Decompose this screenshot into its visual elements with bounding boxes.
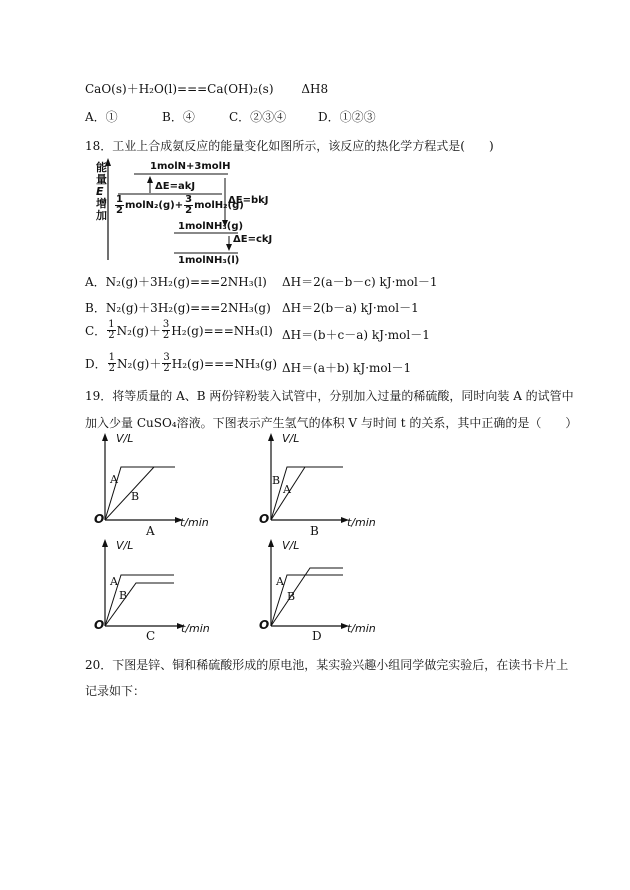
graph-a-xlabel: t/min	[180, 516, 209, 529]
graph-b-ylabel: V/L	[282, 432, 300, 445]
question-18-stem: 18．工业上合成氨反应的能量变化如图所示，该反应的热化学方程式是( )	[85, 139, 494, 153]
graph-a-curve2-label: B	[131, 490, 140, 503]
axis-char-3: E	[96, 185, 104, 198]
liquid-level-label: 1molNH₃(l)	[178, 255, 240, 266]
axis-char-1: 能	[96, 161, 107, 174]
reactant-n2: molN₂(g)+	[124, 200, 184, 211]
question-19-line2: 加入少量 CuSO₄溶液。下图表示产生氢气的体积 V 与时间 t 的关系，其中正确的是（ ）	[85, 416, 578, 430]
graph-a-ylabel: V/L	[116, 432, 134, 445]
graph-c-caption: C	[146, 629, 156, 643]
graph-a-curve1-label: A	[110, 473, 118, 486]
question-20-line2: 记录如下：	[85, 684, 146, 698]
q18-option-d: D． $\frac{1}{2}$ N₂(g)＋ $\frac{3}{2}$ H₂(g)===NH₃(g)	[85, 352, 278, 374]
q18-option-c: C． $\frac{1}{2}$ N₂(g)＋ $\frac{3}{2}$ H₂(g)===NH₃(l)	[85, 319, 273, 341]
q18-option-a: A．N₂(g)＋3H₂(g)===2NH₃(l)	[85, 275, 267, 289]
q18-option-a-dh: ΔH＝2(a－b－c) kJ·mol－1	[282, 275, 438, 289]
q18-option-b: B．N₂(g)＋3H₂(g)===2NH₃(g)	[85, 301, 271, 315]
option-c: C．②③④	[229, 110, 287, 124]
graph-d-curve2-label: B	[287, 590, 296, 603]
q18-option-d-dh: ΔH＝(a＋b) kJ·mol－1	[282, 361, 412, 375]
graph-d-xlabel: t/min	[347, 622, 376, 635]
graph-b-curve1-label: B	[272, 474, 281, 487]
delta-e-c-label: ΔE=ckJ	[233, 234, 273, 245]
option-a: A．①	[85, 110, 118, 124]
delta-e-a-label: ΔE=akJ	[155, 181, 196, 192]
gas-level-label: 1molNH₃(g)	[178, 221, 244, 232]
graph-c-curve1-label: A	[110, 575, 118, 588]
graph-b-xlabel: t/min	[347, 516, 376, 529]
graph-d-caption: D	[312, 629, 322, 643]
graph-b-caption: B	[310, 524, 319, 538]
graph-a-caption: A	[146, 524, 155, 538]
axis-char-2: 量	[96, 173, 107, 186]
graph-c-xlabel: t/min	[181, 622, 210, 635]
option-b: B．④	[162, 110, 195, 124]
top-level-label: 1molN+3molH	[150, 161, 231, 172]
axis-char-5: 加	[96, 209, 107, 222]
reactant-h2: molH₂(g)	[194, 200, 244, 211]
q18-option-b-dh: ΔH＝2(b－a) kJ·mol－1	[282, 301, 419, 315]
axis-char-4: 增	[96, 197, 107, 210]
graph-c-ylabel: V/L	[116, 539, 134, 552]
q18-option-c-dh: ΔH＝(b＋c－a) kJ·mol－1	[282, 328, 430, 342]
graph-d-ylabel: V/L	[282, 539, 300, 552]
graph-a-origin: O	[94, 512, 105, 526]
graph-c-curve2-label: B	[119, 589, 128, 602]
fraction-three-half: $\frac{3}{2}$	[185, 194, 193, 216]
equation-dh: ΔH8	[301, 82, 329, 96]
graph-c-origin: O	[94, 618, 105, 632]
delta-e-b-label: ΔE=bkJ	[228, 195, 269, 206]
fraction-half: $\frac{1}{2}$	[116, 194, 123, 216]
graph-b-curve2-label: A	[283, 483, 291, 496]
equation-text: CaO(s)＋H₂O(l)===Ca(OH)₂(s)	[85, 82, 274, 96]
question-19-line1: 19．将等质量的 A、B 两份锌粉装入试管中，分别加入过量的稀硫酸，同时向装 A 的试管中	[85, 389, 574, 403]
graph-d-origin: O	[259, 618, 270, 632]
graph-b-origin: O	[259, 512, 270, 526]
graph-d-curve1-label: A	[276, 575, 284, 588]
option-d: D．①②③	[318, 110, 376, 124]
question-20-line1: 20．下图是锌、铜和稀硫酸形成的原电池，某实验兴趣小组同学做完实验后，在读书卡片上	[85, 658, 569, 672]
